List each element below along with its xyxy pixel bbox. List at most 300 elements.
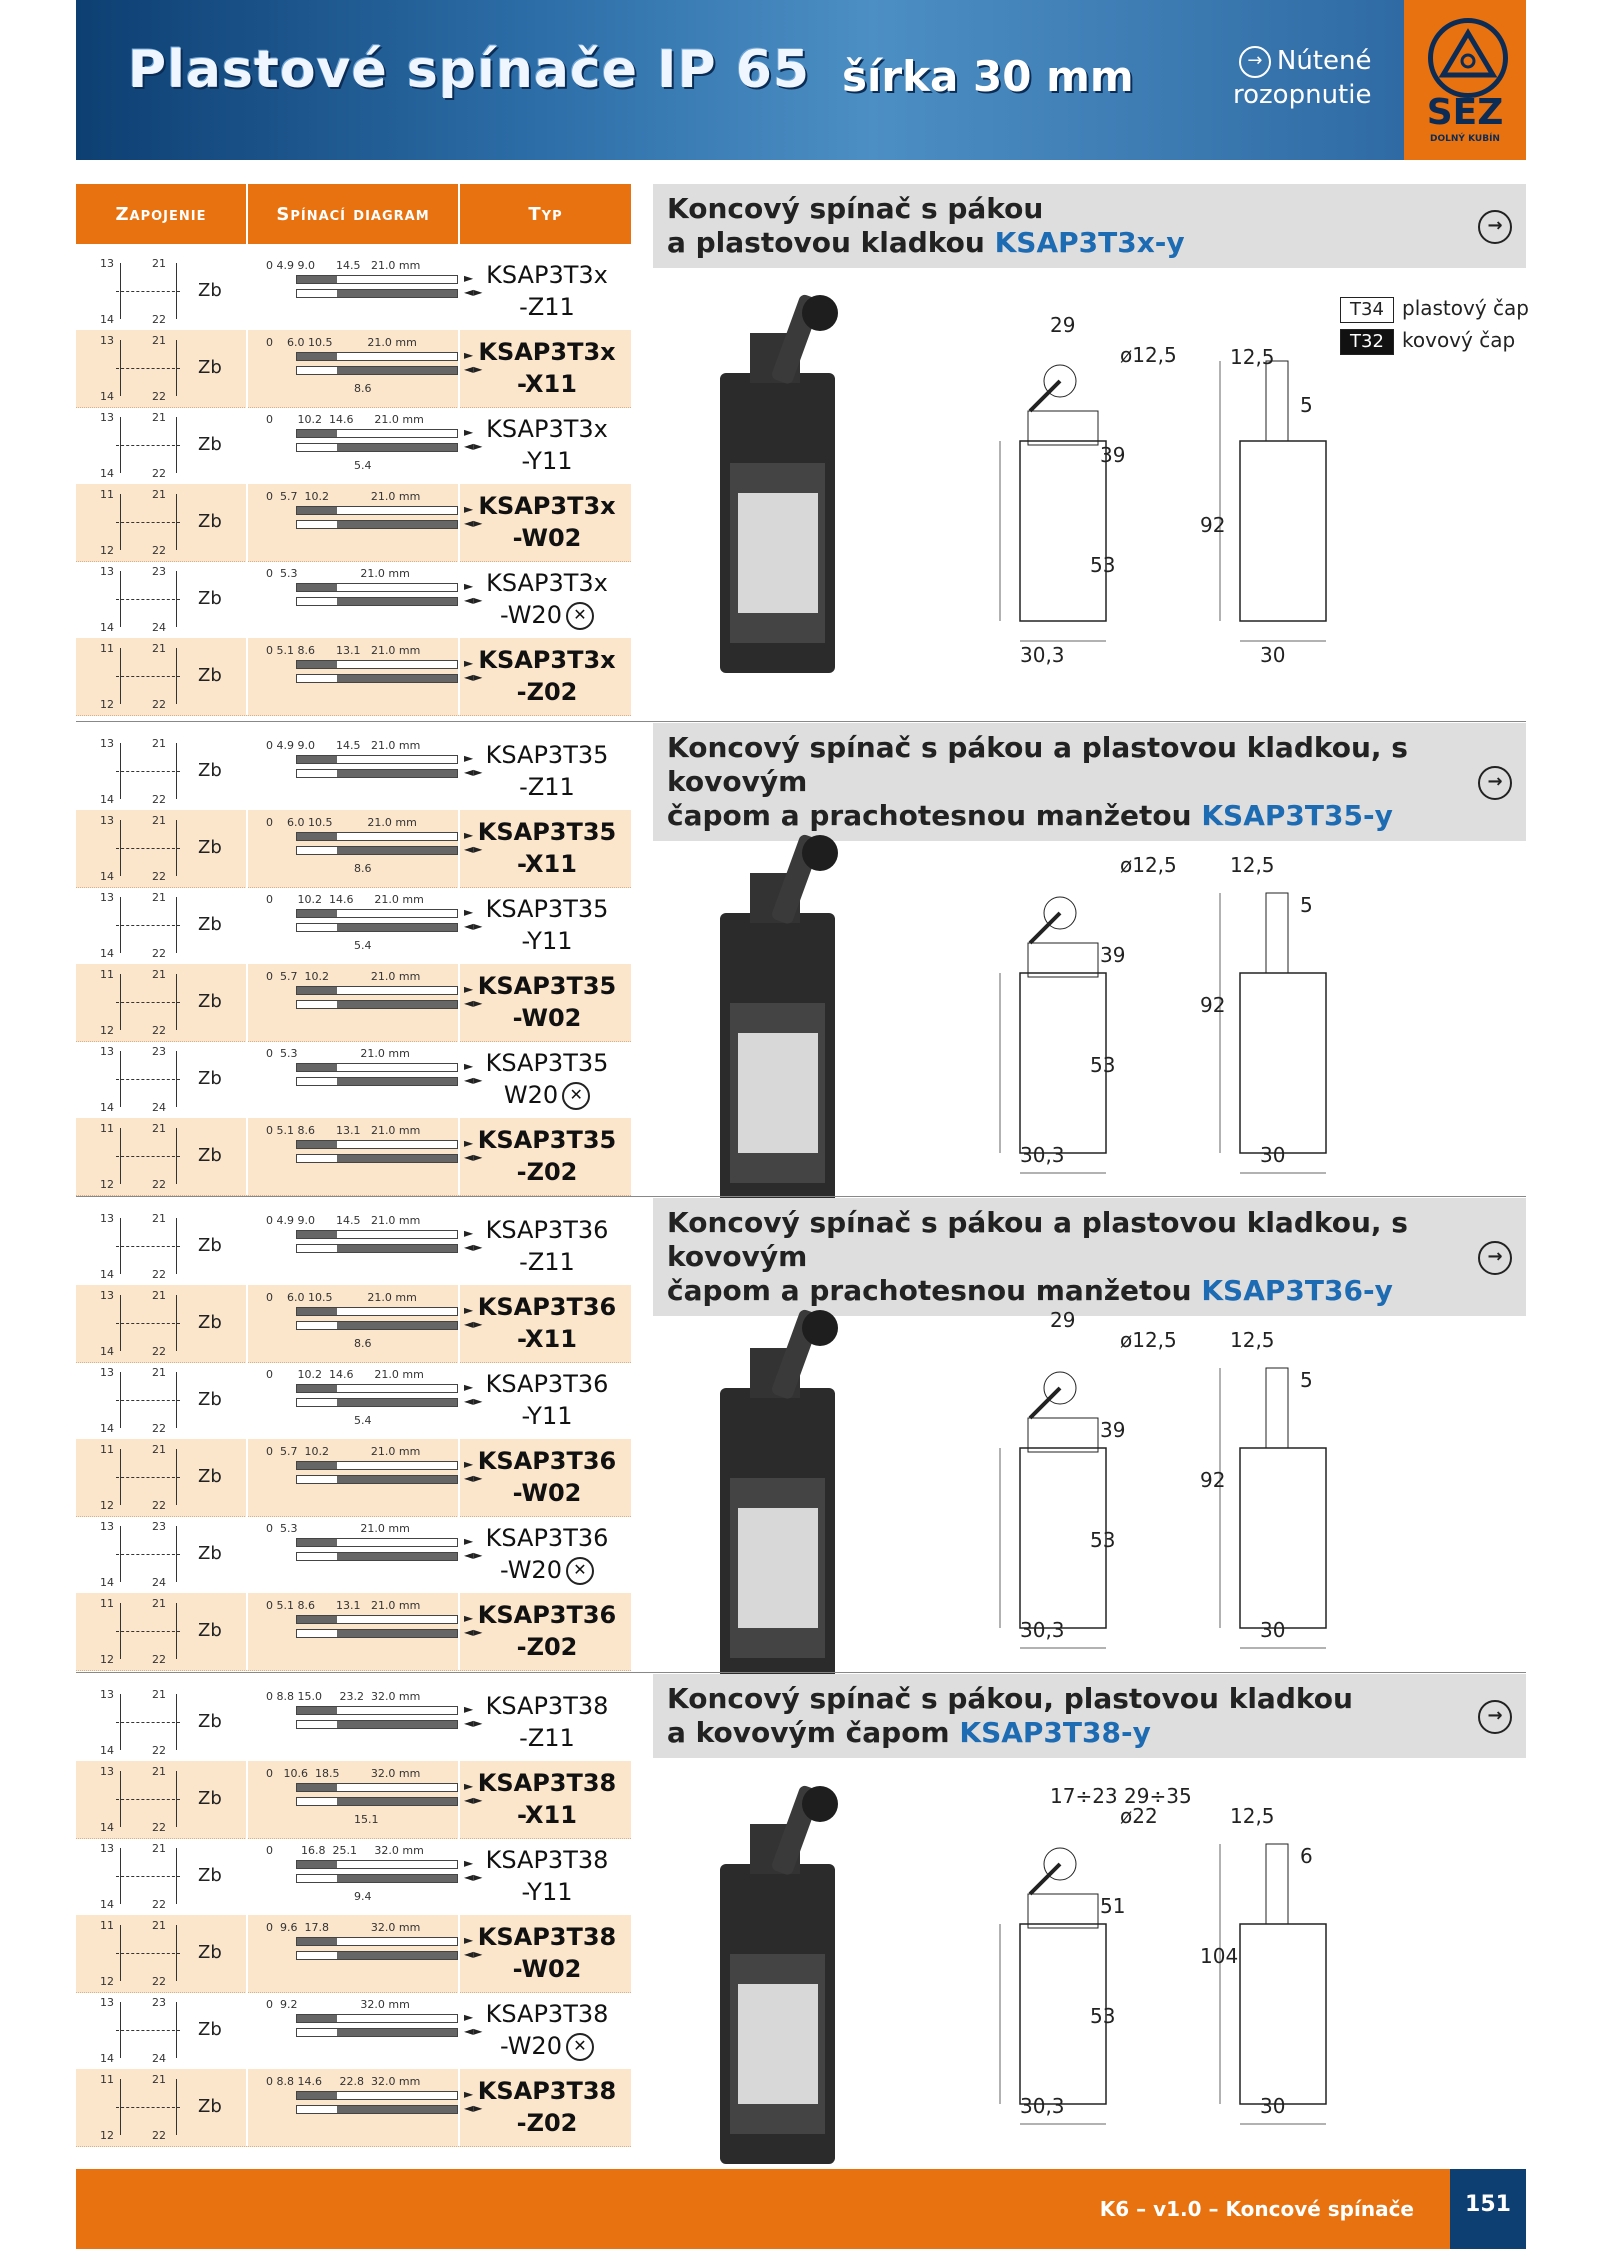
type-code-line1: KSAP3T35	[477, 818, 617, 846]
direction-arrow-icon: ◄►	[464, 439, 483, 453]
dimension-label: 5	[1300, 1368, 1313, 1392]
direction-arrow-icon: ►	[464, 828, 474, 842]
actuator-link	[116, 676, 180, 677]
actuator-link	[116, 771, 180, 772]
section-title-line1: Koncový spínač s pákou a plastovou kladkou, s kovovým	[667, 731, 1408, 798]
dimension-label: 92	[1200, 513, 1226, 537]
diagram-scale: 0 8.8 15.0 23.2 32.0 mm	[266, 1690, 421, 1703]
terminal-number: 14	[100, 1345, 114, 1358]
direction-arrow-icon: ►	[464, 1611, 474, 1625]
logo-triangle-icon	[1428, 18, 1508, 98]
direction-arrow-icon: ◄►	[464, 1947, 483, 1961]
contact-bar	[296, 755, 458, 764]
type-code-line1: KSAP3T38	[485, 1692, 609, 1720]
terminal-number: 22	[152, 947, 166, 960]
wiring-diagram	[76, 1838, 246, 1915]
terminal-number: 13	[100, 891, 114, 904]
type-code-line1: KSAP3T3x	[478, 492, 616, 520]
diagram-sub-value: 8.6	[354, 382, 372, 395]
type-code-line1: KSAP3T35	[477, 972, 617, 1000]
details-arrow-button[interactable]: →	[1478, 210, 1512, 244]
table-row	[76, 253, 631, 331]
wiring-diagram	[76, 1118, 246, 1195]
type-code-line1: KSAP3T36	[485, 1216, 609, 1244]
terminal-number: 14	[100, 390, 114, 403]
terminal-number: 11	[100, 2073, 114, 2086]
contact-bar	[296, 1720, 458, 1729]
zb-label: Zb	[198, 1865, 222, 1886]
dimension-label: 12,5	[1230, 345, 1275, 369]
direction-arrow-icon: ►	[464, 656, 474, 670]
terminal-number: 22	[152, 1821, 166, 1834]
dimension-label: 30,3	[1020, 643, 1065, 667]
type-code	[462, 739, 632, 803]
actuator-link	[116, 599, 180, 600]
terminal-number: 21	[152, 1443, 166, 1456]
contact-bar	[296, 1140, 458, 1149]
actuator-link	[116, 445, 180, 446]
contact-bar	[296, 1307, 458, 1316]
type-code	[462, 893, 632, 957]
section-divider	[76, 1196, 1526, 1197]
direction-arrow-icon: ►	[464, 2010, 474, 2024]
direction-arrow-icon: ◄►	[464, 1073, 483, 1087]
forced-opening-label: → Nútené rozopnutie	[1233, 46, 1372, 110]
diagram-sub-value: 5.4	[354, 939, 372, 952]
table-row	[76, 1439, 631, 1517]
type-code-line2: -W20 ✕	[462, 599, 632, 631]
terminal-number: 21	[152, 2073, 166, 2086]
diagram-scale: 0 5.3 21.0 mm	[266, 1047, 410, 1060]
terminal-number: 21	[152, 257, 166, 270]
type-code	[462, 259, 632, 323]
diagram-scale: 0 9.6 17.8 32.0 mm	[266, 1921, 421, 1934]
direction-arrow-icon: ◄►	[464, 1716, 483, 1730]
zb-label: Zb	[198, 280, 222, 301]
col-header-wiring: Zapojenie	[76, 184, 246, 244]
wiring-diagram	[76, 561, 246, 638]
terminal-number: 12	[100, 698, 114, 711]
table-row	[76, 407, 631, 485]
terminal-number: 13	[100, 1366, 114, 1379]
type-code-line1: KSAP3T3x	[486, 569, 608, 597]
dimension-label: 30,3	[1020, 2094, 1065, 2118]
terminal-number: 12	[100, 1975, 114, 1988]
direction-arrow-icon: ◄►	[464, 996, 483, 1010]
direction-arrow-icon: ►	[464, 1457, 474, 1471]
diagram-scale: 0 10.6 18.5 32.0 mm	[266, 1767, 421, 1780]
column-separator	[458, 1684, 460, 2146]
zb-label: Zb	[198, 1068, 222, 1089]
zb-label: Zb	[198, 1312, 222, 1333]
zb-label: Zb	[198, 2019, 222, 2040]
zb-label: Zb	[198, 511, 222, 532]
contact-bar	[296, 660, 458, 669]
diagram-scale: 0 5.7 10.2 21.0 mm	[266, 1445, 421, 1458]
terminal-number: 21	[152, 968, 166, 981]
dimension-label: 39	[1100, 1418, 1126, 1442]
contact-bar	[296, 1629, 458, 1638]
terminal-number: 22	[152, 1422, 166, 1435]
forced-opening-x-icon: ✕	[566, 1557, 594, 1585]
actuator-link	[116, 848, 180, 849]
contact-closed-range	[337, 1875, 457, 1882]
contact-bar	[296, 1230, 458, 1239]
type-code-line1: KSAP3T38	[477, 1769, 617, 1797]
zb-label: Zb	[198, 1711, 222, 1732]
actuator-link	[116, 1246, 180, 1247]
terminal-number: 22	[152, 313, 166, 326]
switch-photo	[710, 1784, 850, 2174]
type-code-line2: -X11	[517, 1801, 577, 1829]
terminal-number: 22	[152, 793, 166, 806]
terminal-number: 21	[152, 1122, 166, 1135]
type-code-line1: KSAP3T36	[477, 1293, 617, 1321]
table-row	[76, 1285, 631, 1363]
diagram-sub-value: 8.6	[354, 862, 372, 875]
type-code-line2: -Z11	[519, 1248, 575, 1276]
type-code	[462, 1522, 632, 1586]
contact-bar	[296, 1951, 458, 1960]
diagram-scale: 0 5.3 21.0 mm	[266, 567, 410, 580]
wiring-diagram	[76, 484, 246, 561]
contact-bar	[296, 909, 458, 918]
terminal-number: 13	[100, 411, 114, 424]
direction-arrow-icon: ►	[464, 1059, 474, 1073]
direction-arrow-icon: ◄►	[464, 516, 483, 530]
diagram-scale: 0 10.2 14.6 21.0 mm	[266, 413, 424, 426]
section-title-line2: a kovovým čapom KSAP3T38-y	[667, 1716, 1151, 1749]
actuator-link	[116, 1079, 180, 1080]
contact-closed-range	[337, 847, 457, 854]
terminal-number: 23	[152, 565, 166, 578]
contact-bar	[296, 583, 458, 592]
diagram-scale: 0 8.8 14.6 22.8 32.0 mm	[266, 2075, 421, 2088]
type-code	[462, 1124, 632, 1188]
direction-arrow-icon: ◄►	[464, 2101, 483, 2115]
forced-opening-x-icon: ✕	[566, 602, 594, 630]
dimension-label: 53	[1090, 1053, 1116, 1077]
wiring-diagram	[76, 964, 246, 1041]
wiring-diagram	[76, 733, 246, 810]
contact-bar	[296, 846, 458, 855]
terminal-number: 14	[100, 947, 114, 960]
terminal-number: 13	[100, 334, 114, 347]
contact-bar	[296, 597, 458, 606]
type-code-line1: KSAP3T38	[485, 1846, 609, 1874]
contact-closed-range	[337, 2029, 457, 2036]
type-code-line2: -W20 ✕	[462, 1554, 632, 1586]
zb-label: Zb	[198, 1620, 222, 1641]
terminal-number: 24	[152, 1576, 166, 1589]
contact-bar	[296, 352, 458, 361]
type-code	[462, 1445, 632, 1509]
direction-arrow-icon: ◄►	[464, 1471, 483, 1485]
type-code-line1: KSAP3T36	[477, 1447, 617, 1475]
table-row	[76, 1593, 631, 1671]
dimension-label: ø12,5	[1120, 343, 1177, 367]
type-code-line1: KSAP3T35	[477, 1126, 617, 1154]
terminal-number: 22	[152, 698, 166, 711]
table-row	[76, 733, 631, 811]
contact-bar	[296, 1874, 458, 1883]
terminal-number: 22	[152, 467, 166, 480]
terminal-number: 11	[100, 1122, 114, 1135]
type-code	[462, 1690, 632, 1754]
contact-closed-range	[337, 1798, 457, 1805]
contact-bar	[296, 769, 458, 778]
contact-bar	[296, 674, 458, 683]
terminal-number: 22	[152, 1345, 166, 1358]
dimension-label: 30,3	[1020, 1618, 1065, 1642]
wiring-diagram	[76, 1516, 246, 1593]
diagram-scale: 0 5.7 10.2 21.0 mm	[266, 970, 421, 983]
diagram-sub-value: 15.1	[354, 1813, 379, 1826]
details-arrow-button[interactable]: →	[1478, 1700, 1512, 1734]
diagram-scale: 0 5.7 10.2 21.0 mm	[266, 490, 421, 503]
contact-bar	[296, 1538, 458, 1547]
direction-arrow-icon: ►	[464, 905, 474, 919]
actuator-link	[116, 1953, 180, 1954]
direction-arrow-icon: ◄►	[464, 1870, 483, 1884]
terminal-number: 13	[100, 814, 114, 827]
type-code-line1: KSAP3T38	[477, 2077, 617, 2105]
terminal-number: 21	[152, 814, 166, 827]
direction-arrow-icon: ►	[464, 1534, 474, 1548]
table-row	[76, 1992, 631, 2070]
contact-closed-range	[337, 1721, 457, 1728]
type-code	[462, 1368, 632, 1432]
direction-arrow-icon: ►	[464, 2087, 474, 2101]
legend-label: kovový čap	[1402, 328, 1516, 352]
terminal-number: 12	[100, 2129, 114, 2142]
terminal-number: 22	[152, 2129, 166, 2142]
table-row	[76, 1761, 631, 1839]
section-title	[653, 184, 1526, 268]
contact-closed-range	[337, 1553, 457, 1560]
terminal-number: 13	[100, 1996, 114, 2009]
section-title-line2: čapom a prachotesnou manžetou KSAP3T35-y	[667, 799, 1393, 832]
wiring-diagram	[76, 1362, 246, 1439]
terminal-number: 23	[152, 1996, 166, 2009]
type-code-line2: -Z02	[516, 1633, 578, 1661]
contact-closed-range	[297, 1064, 337, 1071]
contact-bar	[296, 1154, 458, 1163]
contact-closed-range	[337, 1078, 457, 1085]
diagram-sub-value: 8.6	[354, 1337, 372, 1350]
page-title: Plastové spínače IP 65	[128, 40, 811, 100]
terminal-number: 14	[100, 1744, 114, 1757]
contact-bar	[296, 1475, 458, 1484]
wiring-diagram	[76, 638, 246, 715]
terminal-number: 14	[100, 2052, 114, 2065]
terminal-number: 22	[152, 1024, 166, 1037]
type-code	[462, 1767, 632, 1831]
contact-closed-range	[297, 1141, 337, 1148]
zb-label: Zb	[198, 1145, 222, 1166]
dimension-label: 30,3	[1020, 1143, 1065, 1167]
contact-closed-range	[337, 598, 457, 605]
contact-closed-range	[337, 367, 457, 374]
type-code-line2: -Z02	[516, 1158, 578, 1186]
type-code	[462, 1599, 632, 1663]
direction-arrow-icon: ◄►	[464, 1793, 483, 1807]
contact-bar	[296, 1860, 458, 1869]
zb-label: Zb	[198, 1466, 222, 1487]
terminal-number: 14	[100, 313, 114, 326]
contact-closed-range	[297, 276, 337, 283]
terminal-number: 22	[152, 544, 166, 557]
terminal-number: 13	[100, 1289, 114, 1302]
column-separator	[458, 733, 460, 1195]
diagram-sub-value: 5.4	[354, 459, 372, 472]
dimension-label: 30	[1260, 1618, 1286, 1642]
type-code	[462, 2075, 632, 2139]
contact-closed-range	[297, 910, 337, 917]
terminal-number: 21	[152, 642, 166, 655]
direction-arrow-icon: ◄►	[464, 1150, 483, 1164]
terminal-number: 21	[152, 1597, 166, 1610]
dimension-label: 92	[1200, 1468, 1226, 1492]
terminal-number: 11	[100, 1919, 114, 1932]
direction-arrow-icon: ►	[464, 425, 474, 439]
contact-bar	[296, 506, 458, 515]
type-code-line2: -W20 ✕	[462, 2030, 632, 2062]
actuator-link	[116, 1799, 180, 1800]
contact-bar	[296, 1321, 458, 1330]
type-code-line1: KSAP3T38	[477, 1923, 617, 1951]
dimension-label: 29	[1050, 313, 1076, 337]
contact-bar	[296, 429, 458, 438]
direction-arrow-icon: ►	[464, 271, 474, 285]
contact-closed-range	[297, 1784, 337, 1791]
legend-key: T32	[1340, 329, 1394, 355]
table-row	[76, 2069, 631, 2147]
contact-bar	[296, 1461, 458, 1470]
direction-arrow-icon: ◄►	[464, 285, 483, 299]
contact-closed-range	[337, 1952, 457, 1959]
page-number: 151	[1450, 2169, 1526, 2249]
wiring-diagram	[76, 1992, 246, 2069]
direction-arrow-icon: ◄►	[464, 1317, 483, 1331]
terminal-number: 22	[152, 870, 166, 883]
actuator-link	[116, 1554, 180, 1555]
legend-label: plastový čap	[1402, 296, 1529, 320]
terminal-number: 11	[100, 1597, 114, 1610]
terminal-number: 22	[152, 1178, 166, 1191]
terminal-number: 14	[100, 1101, 114, 1114]
table-row	[76, 1516, 631, 1594]
type-code-line2: -Z11	[519, 293, 575, 321]
actuator-link	[116, 1002, 180, 1003]
terminal-number: 22	[152, 1499, 166, 1512]
forced-opening-x-icon: ✕	[562, 1082, 590, 1110]
terminal-number: 22	[152, 1653, 166, 1666]
diagram-scale: 0 6.0 10.5 21.0 mm	[266, 1291, 417, 1304]
terminal-number: 22	[152, 1268, 166, 1281]
contact-closed-range	[297, 987, 337, 994]
zb-label: Zb	[198, 1788, 222, 1809]
terminal-number: 21	[152, 1688, 166, 1701]
table-row	[76, 1684, 631, 1762]
dimension-label: 29	[1050, 1308, 1076, 1332]
direction-arrow-icon: ►	[464, 502, 474, 516]
dimension-label: 5	[1300, 393, 1313, 417]
contact-bar	[296, 2028, 458, 2037]
dimension-label: 51	[1100, 1894, 1126, 1918]
terminal-number: 12	[100, 544, 114, 557]
terminal-number: 13	[100, 1212, 114, 1225]
direction-arrow-icon: ◄►	[464, 765, 483, 779]
terminal-number: 13	[100, 1765, 114, 1778]
actuator-link	[116, 1156, 180, 1157]
type-code	[462, 644, 632, 708]
terminal-number: 21	[152, 1289, 166, 1302]
type-code-line2: -X11	[517, 850, 577, 878]
details-arrow-button[interactable]: →	[1478, 1241, 1512, 1275]
legend-key: T34	[1340, 297, 1394, 323]
switch-photo	[710, 293, 850, 683]
contact-bar	[296, 1398, 458, 1407]
terminal-number: 22	[152, 1975, 166, 1988]
terminal-number: 23	[152, 1520, 166, 1533]
direction-arrow-icon: ►	[464, 1933, 474, 1947]
zb-label: Zb	[198, 914, 222, 935]
type-code-line2: -Z02	[516, 678, 578, 706]
dimension-label: 39	[1100, 943, 1126, 967]
section-title	[653, 723, 1526, 841]
sez-logo: SEZ DOLNÝ KUBÍN	[1404, 0, 1526, 160]
table-row	[76, 638, 631, 716]
contact-closed-range	[297, 833, 337, 840]
zb-label: Zb	[198, 760, 222, 781]
width-label: šírka 30 mm	[842, 52, 1134, 101]
contact-closed-range	[297, 661, 337, 668]
terminal-number: 23	[152, 1045, 166, 1058]
section-title	[653, 1198, 1526, 1316]
terminal-number: 11	[100, 642, 114, 655]
type-code-line1: KSAP3T3x	[486, 261, 608, 289]
table-row	[76, 1915, 631, 1993]
details-arrow-button[interactable]: →	[1478, 766, 1512, 800]
terminal-number: 21	[152, 891, 166, 904]
dimension-label: 30	[1260, 2094, 1286, 2118]
zb-label: Zb	[198, 1235, 222, 1256]
arrow-circle-icon: →	[1239, 46, 1271, 78]
dimension-label: 30	[1260, 643, 1286, 667]
direction-arrow-icon: ◄►	[464, 362, 483, 376]
diagram-sub-value: 9.4	[354, 1890, 372, 1903]
terminal-number: 21	[152, 1842, 166, 1855]
type-code-line1: KSAP3T36	[485, 1524, 609, 1552]
contact-bar	[296, 986, 458, 995]
dimension-label: 12,5	[1230, 1328, 1275, 1352]
table-row	[76, 484, 631, 562]
actuator-link	[116, 1876, 180, 1877]
contact-bar	[296, 1000, 458, 1009]
terminal-number: 21	[152, 488, 166, 501]
type-code-line1: KSAP3T35	[485, 741, 609, 769]
switch-photo	[710, 1308, 850, 1698]
dimension-label: ø12,5	[1120, 1328, 1177, 1352]
terminal-number: 21	[152, 1366, 166, 1379]
contact-bar	[296, 1244, 458, 1253]
type-code	[462, 1921, 632, 1985]
type-code-line2: -W02	[512, 1004, 582, 1032]
terminal-number: 14	[100, 1422, 114, 1435]
table-row	[76, 887, 631, 965]
contact-closed-range	[337, 2106, 457, 2113]
